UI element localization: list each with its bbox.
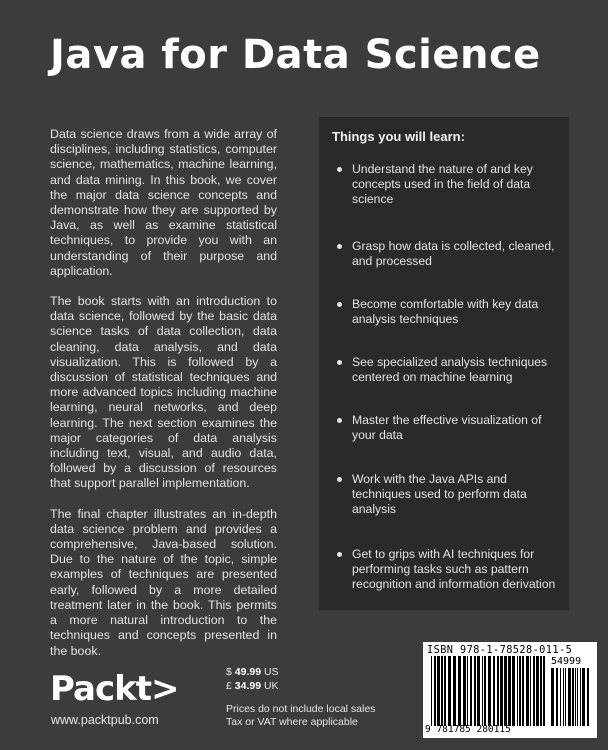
barcode-bar bbox=[577, 668, 578, 726]
packt-logo: Packt> bbox=[50, 669, 179, 709]
bullet-icon bbox=[337, 418, 342, 423]
description-paragraph: Data science draws from a wide array of disciplines, including statistics, computer science, mathematics, machine learning, and data mining. In this book, we cover the major data science concepts and demonstrate how they are supported by Java, as well as examine statistical techniques, to provide you with an understanding of their purpose and application. bbox=[50, 127, 277, 278]
description-paragraph: The final chapter illustrates an in-depth data science problem and provides a comprehensive, Java-based solution. Due to the nature of the topic, simple examples of techniques are presented early, followed by a more detailed treatment later in the book. This permits a more natural introduction to the techniques and concepts presented in the book. bbox=[50, 506, 277, 658]
barcode-bar bbox=[448, 656, 451, 726]
barcode-bar bbox=[582, 668, 585, 726]
learning-outcome-item bbox=[332, 472, 556, 547]
barcode-bar bbox=[437, 656, 440, 726]
barcode-bar bbox=[444, 656, 446, 726]
learning-outcome-text: Become comfortable with key data analysis techniques bbox=[352, 297, 539, 327]
bullet-icon bbox=[337, 552, 342, 557]
barcode-bar bbox=[431, 656, 432, 726]
barcode-bar bbox=[556, 668, 558, 726]
learning-outcome-item bbox=[332, 297, 556, 355]
barcode-bar bbox=[536, 656, 539, 726]
barcode-bar bbox=[522, 656, 524, 726]
barcode-bar bbox=[526, 656, 529, 726]
publisher-url[interactable]: www.packtpub.com bbox=[51, 713, 159, 727]
learning-outcome-item bbox=[332, 547, 556, 593]
barcode-bar bbox=[500, 656, 503, 726]
bullet-icon bbox=[337, 244, 342, 249]
barcode-bar bbox=[563, 668, 564, 726]
bullet-icon bbox=[337, 360, 342, 365]
barcode-bar bbox=[560, 668, 561, 726]
barcode-bar bbox=[580, 668, 581, 726]
barcode-bar bbox=[512, 656, 515, 726]
barcode-bar bbox=[540, 656, 542, 726]
bullet-icon bbox=[337, 477, 342, 482]
barcode bbox=[423, 642, 597, 738]
barcode-bar bbox=[441, 656, 443, 726]
barcode-bar bbox=[467, 656, 468, 726]
barcode-bar bbox=[551, 668, 554, 726]
isbn-text: ISBN 978-1-78528-011-5 bbox=[427, 644, 573, 656]
learning-outcome-text: Understand the nature of and key concepts used in the field of data science bbox=[352, 162, 533, 207]
barcode-bar bbox=[453, 656, 456, 726]
barcode-bar bbox=[484, 656, 486, 726]
barcode-bar bbox=[504, 656, 507, 726]
barcode-bar bbox=[434, 656, 436, 726]
barcode-bar bbox=[493, 656, 495, 726]
barcode-price-code: 54999 bbox=[551, 656, 582, 667]
learning-outcome-item bbox=[332, 355, 556, 413]
learning-outcome-item bbox=[332, 413, 556, 472]
barcode-bar bbox=[565, 668, 566, 726]
barcode-bar bbox=[543, 656, 545, 726]
barcode-bar bbox=[519, 656, 521, 726]
barcode-bar bbox=[488, 656, 491, 726]
learning-outcome-text: Work with the Java APIs and techniques used to perform data analysis bbox=[352, 472, 527, 517]
bullet-icon bbox=[337, 167, 342, 172]
price-list bbox=[226, 666, 279, 693]
barcode-bar bbox=[497, 656, 499, 726]
barcode-bar bbox=[482, 656, 483, 726]
barcode-bar bbox=[572, 668, 574, 726]
learning-outcome-text: See specialized analysis techniques centered on machine learning bbox=[352, 355, 548, 385]
barcode-bar bbox=[530, 656, 531, 726]
barcode-bar bbox=[458, 656, 461, 726]
bullet-icon bbox=[337, 302, 342, 307]
learning-outcomes-panel bbox=[319, 117, 569, 610]
learning-outcomes-heading: Things you will learn: bbox=[332, 129, 465, 144]
barcode-bar bbox=[517, 656, 518, 726]
learning-outcomes-list bbox=[332, 162, 556, 593]
barcode-bar bbox=[477, 656, 480, 726]
book-title: Java for Data Science bbox=[50, 32, 541, 78]
price-uk: £ 34.99 UK bbox=[226, 679, 279, 692]
barcode-bar bbox=[470, 656, 472, 726]
price-note: Prices do not include local sales Tax or VAT where applicable bbox=[226, 703, 376, 728]
book-description bbox=[50, 127, 277, 674]
barcode-bar bbox=[474, 656, 476, 726]
description-paragraph: The book starts with an introduction to data science, followed by the basic data science tasks of data collection, data cleaning, data analysis, and data visualization. This is followed by a discussion of statistical techniques and more advanced topics including machine learning, neural networks, and deep learning. The next section examines the major categories of data analysis including text, visual, and audio data, followed by a discussion of resources that support parallel implementation. bbox=[50, 294, 277, 491]
addon-barcode-bars bbox=[551, 668, 591, 726]
learning-outcome-text: Master the effective visualization of your data bbox=[352, 413, 542, 443]
barcode-bar bbox=[463, 656, 466, 726]
learning-outcome-text: Grasp how data is collected, cleaned, and processed bbox=[352, 239, 555, 269]
barcode-bar bbox=[575, 668, 576, 726]
ean-barcode-bars bbox=[431, 656, 547, 726]
barcode-bar bbox=[508, 656, 511, 726]
learning-outcome-item bbox=[332, 162, 556, 239]
ean-digits: 9 781785 280115 bbox=[425, 724, 511, 735]
barcode-bar bbox=[587, 668, 589, 726]
learning-outcome-item bbox=[332, 239, 556, 297]
barcode-bar bbox=[533, 656, 535, 726]
price-us: $ 49.99 US bbox=[226, 666, 279, 678]
barcode-bar bbox=[568, 668, 571, 726]
learning-outcome-text: Get to grips with AI techniques for performing tasks such as pattern recognition and information derivation bbox=[352, 547, 556, 592]
